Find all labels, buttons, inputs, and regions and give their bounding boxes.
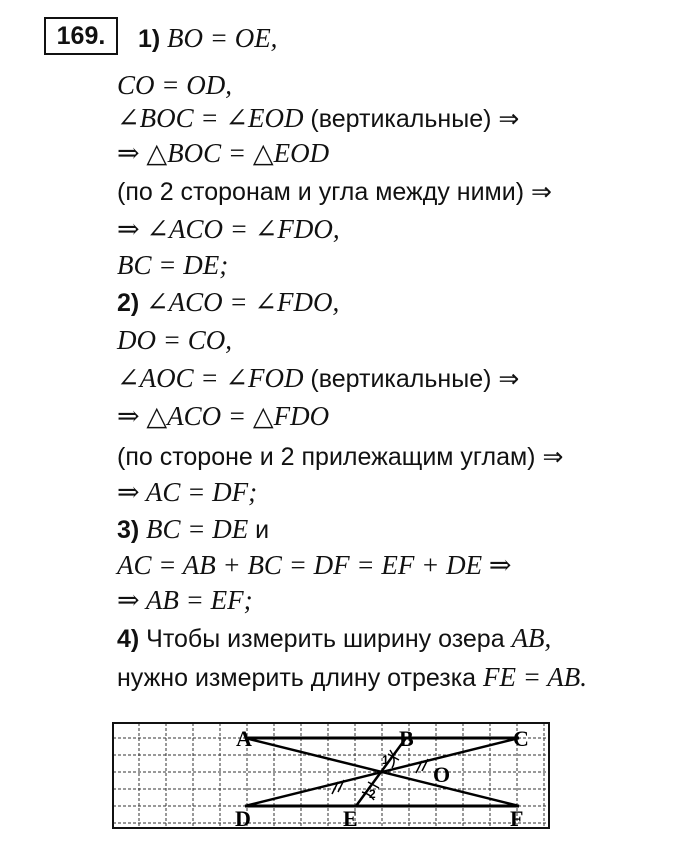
geometry-figure (112, 722, 550, 830)
solution-line (117, 324, 232, 356)
solution-line (117, 102, 519, 135)
line-fragment: нужно измерить длину отрезка (117, 664, 484, 692)
solution-line (117, 249, 228, 281)
line-fragment: 2) (117, 289, 140, 317)
problem-number: 169. (44, 17, 118, 55)
label-b: B (399, 726, 414, 751)
line-fragment: ∠ACO = ∠FDO, (139, 287, 340, 317)
solution-line (117, 137, 329, 169)
solution-line (117, 400, 329, 432)
solution-line (138, 22, 277, 55)
line-fragment: и (248, 516, 270, 544)
line-fragment: 1) (138, 25, 161, 53)
solution-line (117, 476, 257, 508)
solution-line (117, 440, 563, 473)
line-fragment: ∠BOC = ∠EOD (117, 103, 304, 133)
line-fragment: ⇒ AC = DF; (117, 477, 258, 507)
line-fragment: ⇒ △ACO = △FDO (117, 401, 330, 431)
solution-line (117, 584, 253, 616)
line-fragment: ∠AOC = ∠FOD (117, 363, 304, 393)
label-f: F (510, 806, 524, 830)
line-fragment: Чтобы измерить ширину озера (139, 625, 512, 653)
line-fragment: ⇒ ∠ACO = ∠FDO, (117, 214, 340, 244)
line-fragment: (по стороне и 2 прилежащим углам) ⇒ (117, 443, 564, 471)
solution-line (117, 513, 269, 546)
solution-line (117, 175, 552, 208)
label-e: E (343, 806, 358, 830)
solution-line (117, 549, 511, 581)
label-a: A (236, 726, 252, 751)
label-d: D (235, 806, 251, 830)
solution-line (117, 661, 587, 694)
line-fragment: (вертикальные) ⇒ (303, 105, 520, 133)
label-angle-1: 1 (382, 753, 389, 767)
line-fragment: BC = DE (139, 514, 249, 544)
solution-line (117, 286, 339, 319)
line-fragment: 3) (117, 516, 140, 544)
line-fragment: (вертикальные) ⇒ (303, 365, 520, 393)
line-fragment: CO = OD, (117, 70, 232, 100)
line-fragment: BC = DE; (117, 250, 229, 280)
label-c: C (513, 726, 529, 751)
line-fragment: AC = AB + BC = DF = EF + DE ⇒ (117, 550, 512, 580)
solution-line (117, 69, 232, 101)
line-fragment: ⇒ AB = EF; (117, 585, 253, 615)
line-fragment: (по 2 сторонам и угла между ними) ⇒ (117, 178, 552, 206)
line-fragment: ⇒ △BOC = △EOD (117, 138, 330, 168)
line-fragment: 4) (117, 625, 140, 653)
solution-line (117, 362, 519, 395)
line-fragment: DO = CO, (117, 325, 232, 355)
line-fragment: BO = OE, (160, 23, 278, 53)
label-o: O (433, 762, 451, 787)
solution-line (117, 213, 340, 245)
line-fragment: FE = AB. (483, 662, 587, 692)
label-angle-2: 2 (369, 787, 376, 801)
solution-line (117, 622, 551, 655)
line-fragment: AB, (511, 623, 552, 653)
